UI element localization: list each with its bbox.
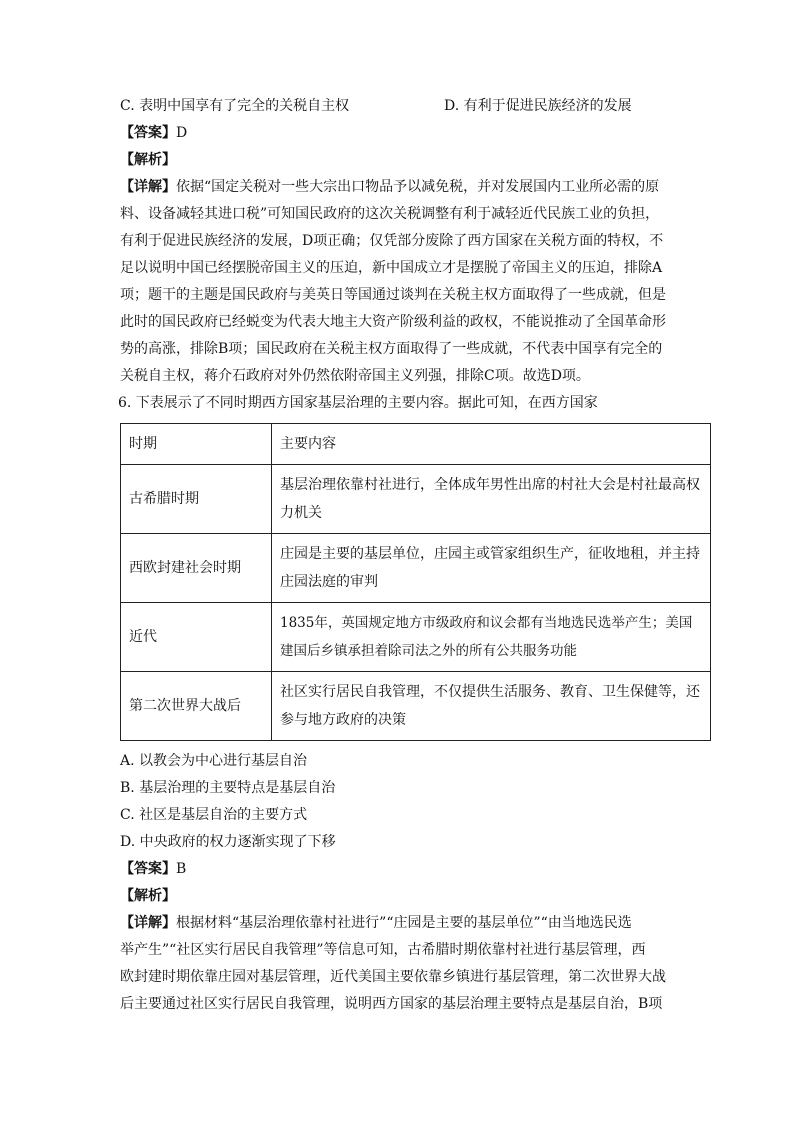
content-line: 建国后乡镇承担着除司法之外的所有公共服务功能 (280, 643, 577, 659)
option-c: C. 社区是基层自治的主要方式 (120, 807, 308, 823)
answer-value: B (176, 861, 187, 877)
prev-detail-line-6: 势的高涨，排除B项；国民政府在关税主权方面取得了一些成就，不代表中国享有完全的 (120, 341, 663, 357)
table-cell-period: 西欧封建社会时期 (121, 534, 272, 603)
content-line: 庄园是主要的基层单位，庄园主或管家组织生产，征收地租，并主持 (280, 546, 700, 562)
option-b: B. 基层治理的主要特点是基层自治 (120, 780, 336, 796)
governance-table (120, 423, 711, 741)
prev-option-c: C. 表明中国享有了完全的关税自主权 (120, 98, 350, 114)
prev-detail-line-4: 项；题干的主题是国民政府与美英日等国通过谈判在关税主权方面取得了一些成就，但是 (120, 287, 666, 303)
answer-tag: 【答案】 (120, 125, 176, 141)
detail-tag: 【详解】 (120, 179, 176, 195)
prev-analysis-tag (120, 150, 176, 170)
q6-detail-line-1: 举产生”“社区实行居民自我管理”等信息可知，古希腊时期依靠村社进行基层管理，西 (120, 942, 646, 958)
q6-answer (120, 859, 186, 879)
content-line: 力机关 (280, 505, 322, 521)
table-cell-period: 第二次世界大战后 (121, 672, 272, 741)
q6-detail-line-3: 后主要通过社区实行居民自我管理，说明西方国家的基层治理主要特点是基层自治，B项 (120, 996, 663, 1012)
q6-analysis-tag (120, 886, 176, 906)
table-header-content: 主要内容 (272, 424, 711, 465)
table-cell-period: 近代 (121, 603, 272, 672)
q6-detail-line-0 (120, 913, 632, 933)
analysis-tag: 【解析】 (120, 152, 176, 168)
detail-text: 依据“国定关税对一些大宗出口物品予以减免税，并对发展国内工业所必需的原 (176, 179, 660, 195)
table-row (121, 534, 711, 603)
q6-detail-line-2: 欧封建时期依靠庄园对基层管理，近代美国主要依靠乡镇进行基层管理，第二次世界大战 (120, 969, 666, 985)
table-cell-period: 古希腊时期 (121, 465, 272, 534)
content-line: 1835年，英国规定地方市级政府和议会都有当地选民选举产生；美国 (280, 615, 693, 631)
answer-value: D (176, 125, 188, 141)
table-cell-content (272, 672, 711, 741)
content-line: 基层治理依靠村社进行，全体成年男性出席的村社大会是村社最高权 (280, 477, 700, 493)
answer-tag: 【答案】 (120, 861, 176, 877)
prev-detail-line-5: 此时的国民政府已经蜕变为代表大地主大资产阶级利益的政权，不能说推动了全国革命形 (120, 314, 666, 330)
detail-tag: 【详解】 (120, 915, 176, 931)
prev-detail-line-1: 料、设备减轻其进口税”可知国民政府的这次关税调整有利于减轻近代民族工业的负担， (120, 206, 660, 222)
content-line: 庄园法庭的审判 (280, 574, 378, 590)
question-6-stem: 6. 下表展示了不同时期西方国家基层治理的主要内容。据此可知，在西方国家 (118, 395, 598, 411)
table-row (121, 465, 711, 534)
table-header-period: 时期 (121, 424, 272, 465)
table-cell-content (272, 534, 711, 603)
prev-detail-line-2: 有利于促进民族经济的发展，D项正确；仅凭部分废除了西方国家在关税方面的特权，不 (120, 233, 664, 249)
prev-detail-line-7: 关税自主权，蒋介石政府对外仍然依附帝国主义列强，排除C项。故选D项。 (120, 368, 590, 384)
option-a: A. 以教会为中心进行基层自治 (120, 753, 308, 769)
table-row (121, 672, 711, 741)
content-line: 参与地方政府的决策 (280, 712, 406, 728)
prev-answer (120, 123, 187, 143)
option-d: D. 中央政府的权力逐渐实现了下移 (120, 834, 336, 850)
analysis-tag: 【解析】 (120, 888, 176, 904)
prev-option-d: D. 有利于促进民族经济的发展 (444, 98, 632, 114)
prev-detail-line-3: 足以说明中国已经摆脱帝国主义的压迫，新中国成立才是摆脱了帝国主义的压迫，排除A (120, 260, 663, 276)
detail-text: 根据材料“基层治理依靠村社进行”“庄园是主要的基层单位”“由当地选民选 (176, 915, 632, 931)
table-header-row (121, 424, 711, 465)
table-cell-content (272, 603, 711, 672)
content-line: 社区实行居民自我管理，不仅提供生活服务、教育、卫生保健等，还 (280, 684, 700, 700)
prev-detail-line-0 (120, 177, 659, 197)
table-row (121, 603, 711, 672)
table-cell-content (272, 465, 711, 534)
